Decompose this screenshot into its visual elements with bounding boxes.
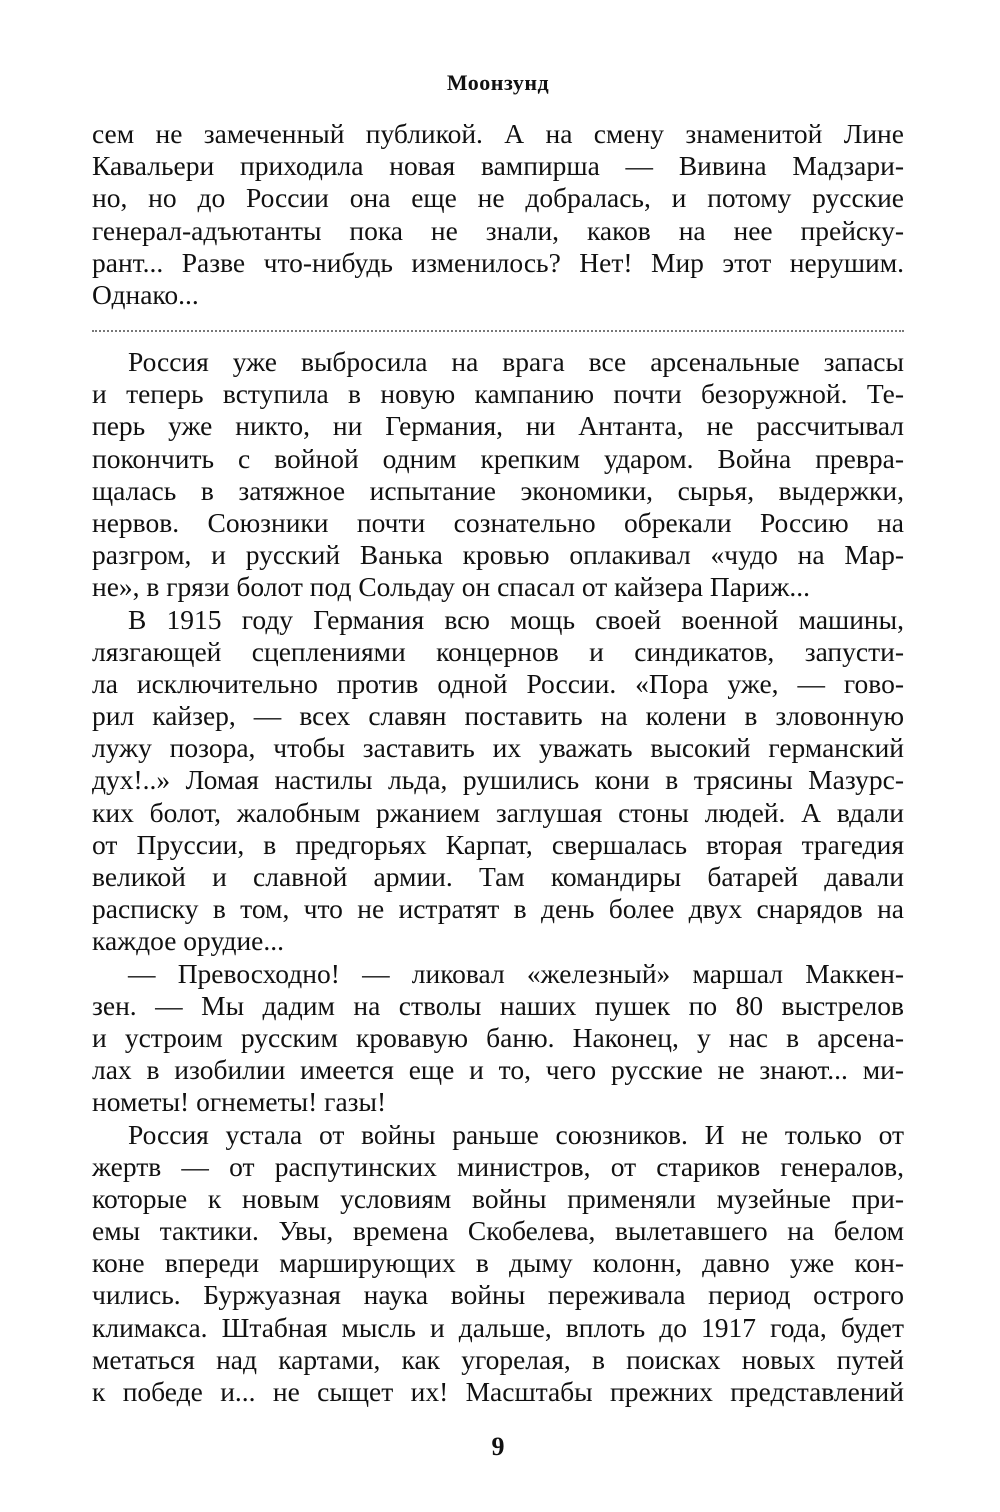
running-title: Моонзунд	[446, 70, 550, 95]
text-line: покончить с войной одним крепким ударом. Война превра-	[92, 442, 904, 474]
section-separator	[92, 330, 904, 332]
text-line: климакса. Штабная мысль и дальше, вплоть до 1917 года, будет	[92, 1311, 904, 1343]
text-line: В 1915 году Германия всю мощь своей военной машины,	[128, 603, 904, 635]
text-line: которые к новым условиям войны применяли музейные при-	[92, 1182, 904, 1214]
text-line: жертв — от распутинских министров, от стариков генералов,	[92, 1150, 904, 1182]
text-line: дух!..» Ломая настилы льда, рушились кони в трясины Мазурс-	[92, 764, 904, 796]
page-number: 9	[491, 1432, 505, 1461]
text-line: великой и славной армии. Там командиры батарей давали	[92, 861, 904, 892]
text-line: рил кайзер, — всех славян поставить на колени в зловонную	[92, 700, 904, 732]
text-line: метаться над картами, как угорелая, в поисках новых путей	[92, 1343, 904, 1375]
text-section-2	[92, 346, 904, 1408]
text-line: от Пруссии, в предгорьях Карпат, свершалась вторая трагедия	[92, 828, 904, 860]
book-page	[92, 0, 904, 1512]
text-line: лужу позора, чтобы заставить их уважать высокий германский	[92, 732, 904, 764]
text-line: — Превосходно! — ликовал «железный» маршал Маккен-	[128, 957, 904, 989]
text-line: емы тактики. Увы, времена Скобелева, вылетавшего на белом	[92, 1215, 904, 1247]
text-line: к победе и... не сыщет их! Масштабы прежних представлений	[92, 1376, 904, 1407]
text-line: каждое орудие...	[92, 925, 285, 957]
text-line: Россия устала от войны раньше союзников. И не только от	[128, 1118, 904, 1150]
text-line: Кавальери приходила новая вампирша — Вивина Мадзари-	[92, 150, 904, 182]
text-section-1	[92, 118, 904, 311]
text-line: генерал-адъютанты пока не знали, каков на нее прейску-	[92, 214, 904, 246]
text-line: зен. — Мы дадим на стволы наших пушек по 80 выстрелов	[92, 989, 904, 1021]
text-line: нервов. Союзники почти сознательно обрекали Россию на	[92, 506, 904, 538]
text-line: разгром, и русский Ванька кровью оплакивал «чудо на Мар-	[92, 539, 904, 571]
text-line: лязгающей сцеплениями концернов и синдикатов, запусти-	[92, 635, 904, 667]
text-line: ких болот, жалобным ржанием заглушая стоны людей. А вдали	[92, 796, 904, 828]
text-line: рант... Разве что-нибудь изменилось? Нет! Мир этот нерушим.	[92, 246, 904, 278]
text-line: ла исключительно против одной России. «Пора уже, — гово-	[92, 667, 904, 699]
text-line: но, но до России она еще не добралась, и потому русские	[92, 182, 904, 214]
text-line: сем не замеченный публикой. А на смену знаменитой Лине	[92, 118, 904, 149]
text-line: и устроим русским кровавую баню. Наконец, у нас в арсена-	[92, 1021, 904, 1053]
text-line: перь уже никто, ни Германия, ни Антанта, не рассчитывал	[92, 410, 904, 442]
text-line: не», в грязи болот под Сольдау он спасал от кайзера Париж...	[92, 571, 811, 603]
text-line: Россия уже выбросила на врага все арсенальные запасы	[128, 346, 904, 377]
text-line: лах в изобилии имеется еще и то, чего русские не знают... ми-	[92, 1054, 904, 1086]
text-line: Однако...	[92, 278, 199, 310]
text-line: и теперь вступила в новую кампанию почти безоружной. Те-	[92, 378, 904, 410]
text-line: коне впереди марширующих в дыму колонн, давно уже кон-	[92, 1247, 904, 1279]
text-line: расписку в том, что не истратят в день более двух снарядов на	[92, 893, 904, 925]
text-line: чились. Буржуазная наука войны переживала период острого	[92, 1279, 904, 1311]
text-line: щалась в затяжное испытание экономики, сырья, выдержки,	[92, 474, 904, 506]
text-line: нометы! огнеметы! газы!	[92, 1086, 387, 1118]
